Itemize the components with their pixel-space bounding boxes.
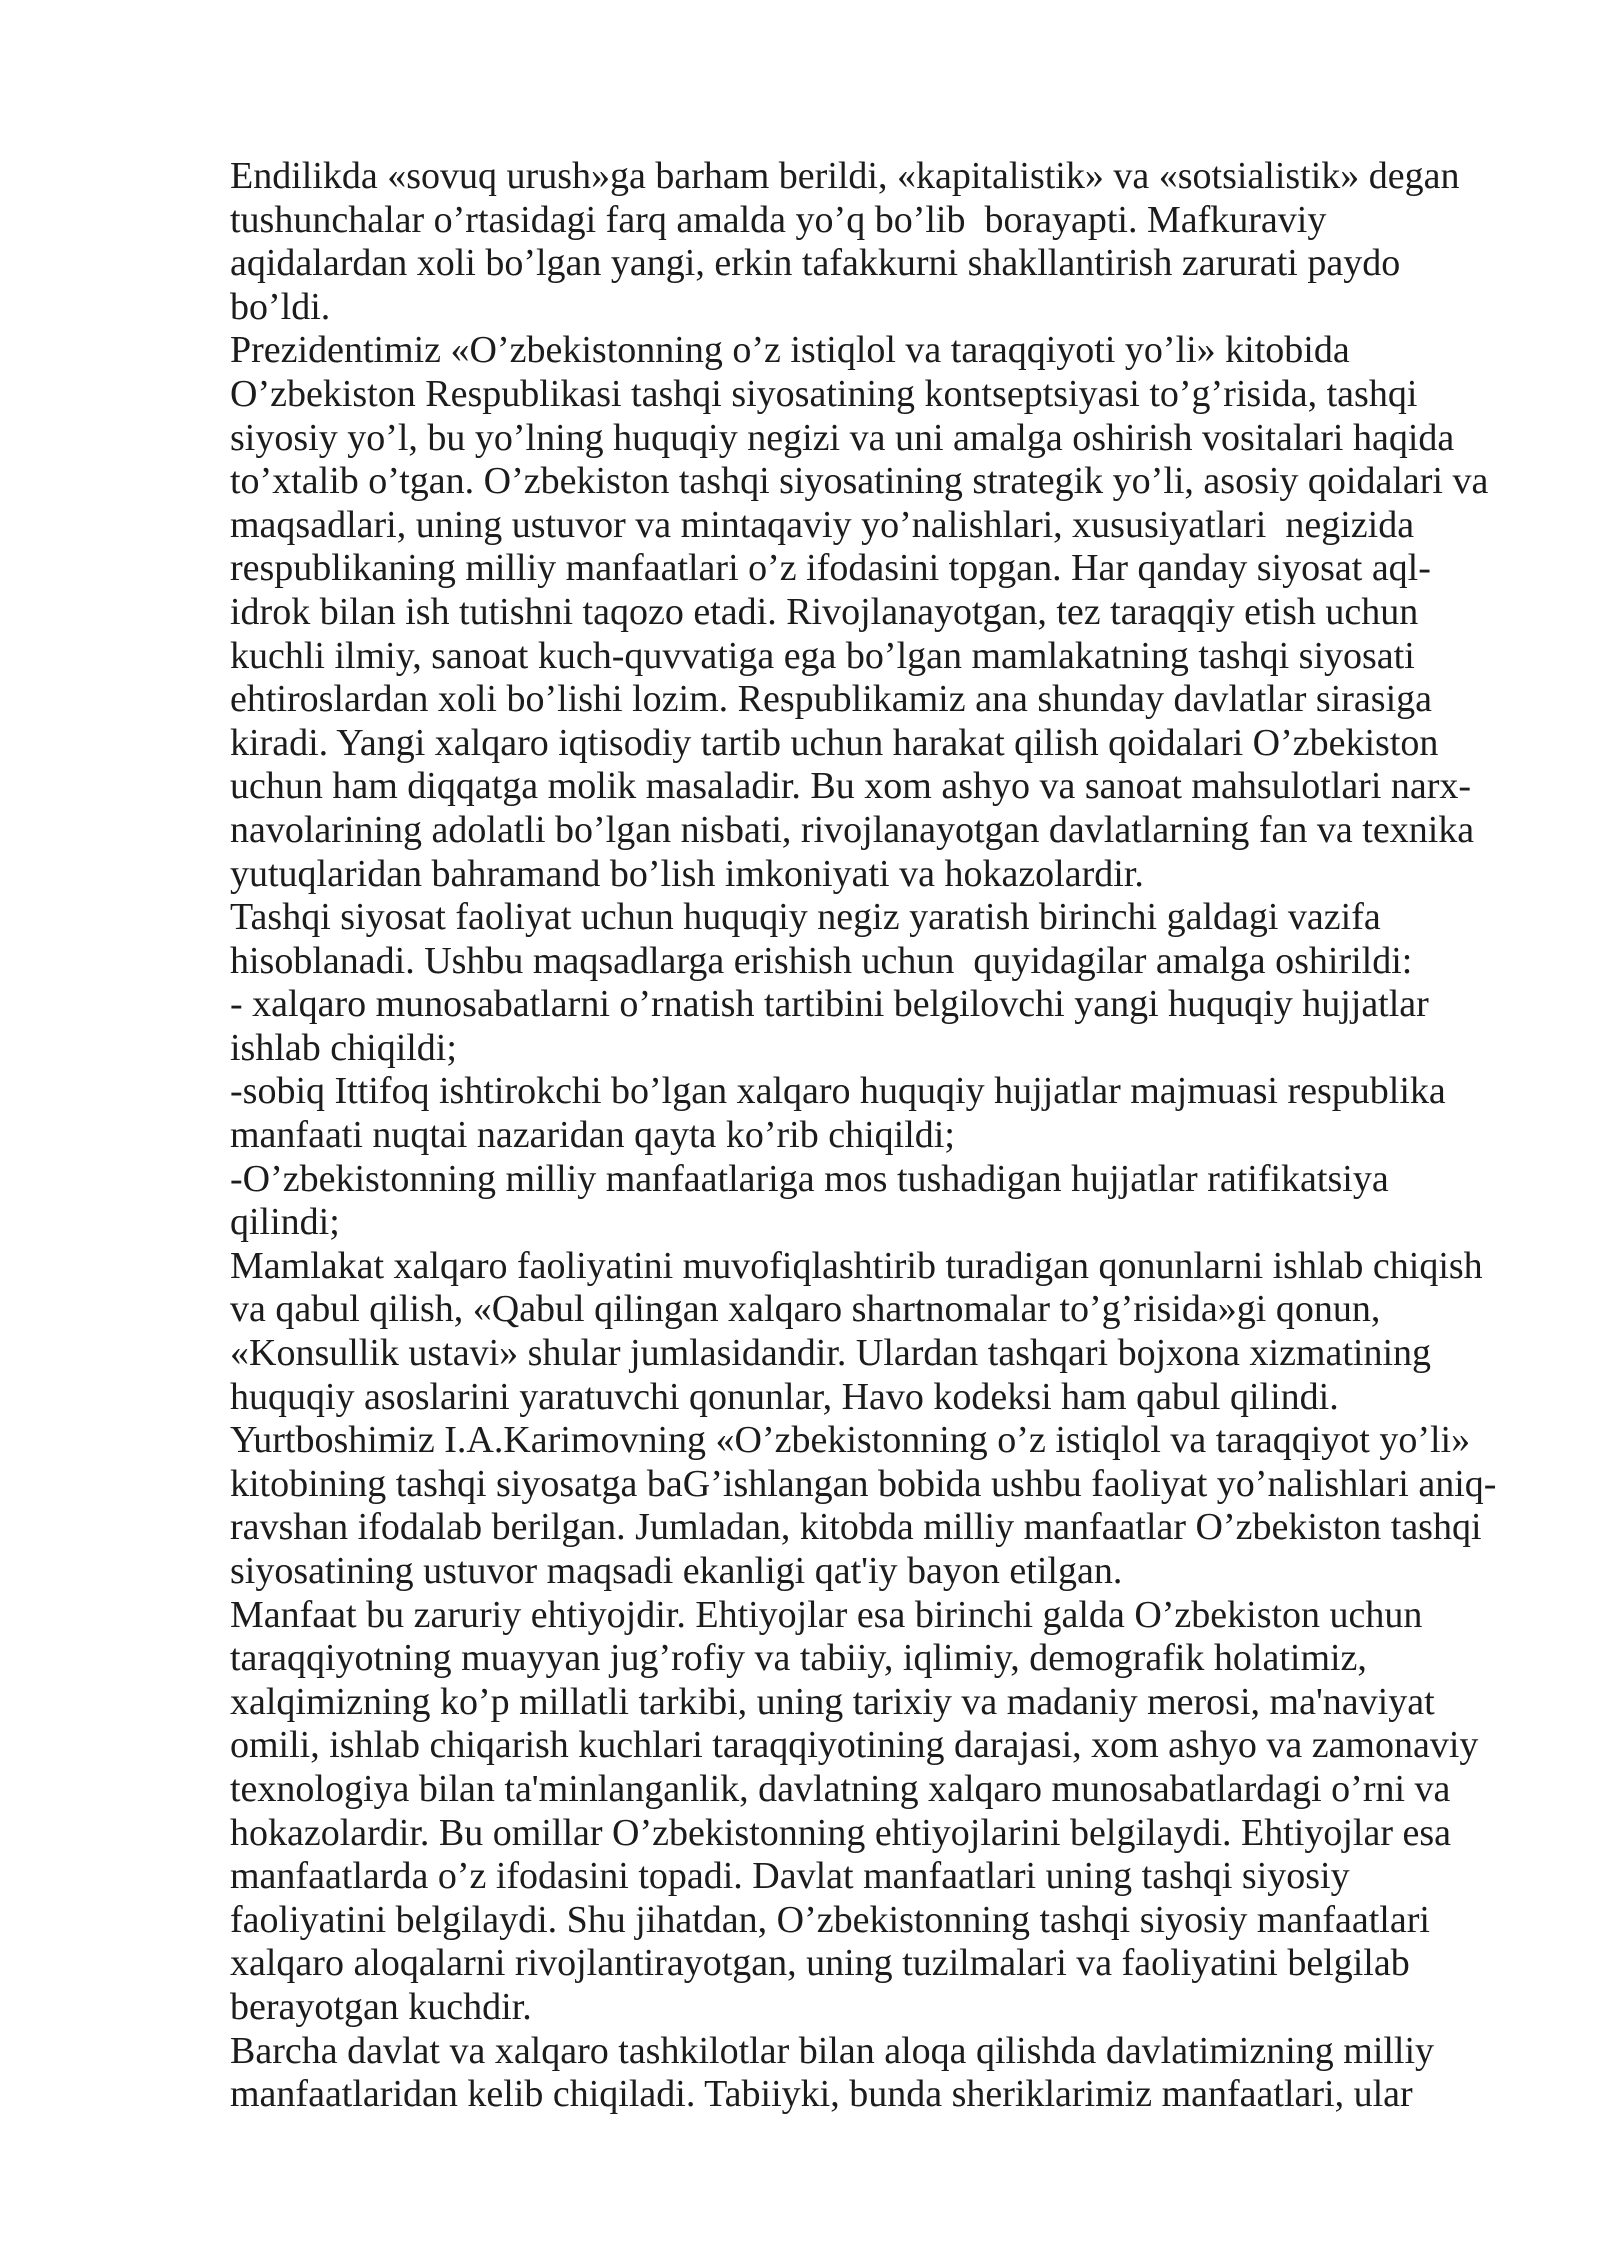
- text-line: Tashqi siyosat faoliyat uchun huquqiy negiz yaratish birinchi galdagi vazifa: [230, 896, 1381, 939]
- text-line: idrok bilan ish tutishni taqozo etadi. Rivojlanayotgan, tez taraqqiy etish uchun: [230, 590, 1419, 633]
- text-line: Mamlakat xalqaro faoliyatini muvofiqlashtirib turadigan qonunlarni ishlab chiqish: [230, 1244, 1483, 1287]
- text-line: aqidalardan xoli bo’lgan yangi, erkin tafakkurni shakllantirish zarurati paydo: [230, 242, 1401, 285]
- text-line: to’xtalib o’tgan. O’zbekiston tashqi siyosatining strategik yo’li, asosiy qoidalari va: [230, 460, 1489, 503]
- text-line: huquqiy asoslarini yaratuvchi qonunlar, Havo kodeksi ham qabul qilindi.: [230, 1375, 1339, 1418]
- text-line: ravshan ifodalab berilgan. Jumladan, kitobda milliy manfaatlar O’zbekiston tashqi: [230, 1506, 1482, 1549]
- text-line: hokazolardir. Bu omillar O’zbekistonning ehtiyojlarini belgilaydi. Ehtiyojlar esa: [230, 1811, 1451, 1854]
- text-line: omili, ishlab chiqarish kuchlari taraqqiyotining darajasi, xom ashyo va zamonaviy: [230, 1724, 1479, 1767]
- body-paragraph: [230, 1419, 1560, 1593]
- text-line: Endilikda «sovuq urush»ga barham berildi, «kapitalistik» va «sotsialistik» degan: [230, 155, 1460, 197]
- text-line: hisoblanadi. Ushbu maqsadlarga erishish uchun quyidagilar amalga oshirildi:: [230, 939, 1413, 982]
- text-line: texnologiya bilan ta'minlanganlik, davlatning xalqaro munosabatlardagi o’rni va: [230, 1767, 1451, 1810]
- text-line: -O’zbekistonning milliy manfaatlariga mos tushadigan hujjatlar ratifikatsiya: [230, 1157, 1389, 1200]
- text-line: taraqqiyotning muayyan jug’rofiy va tabiiy, iqlimiy, demografik holatimiz,: [230, 1637, 1367, 1680]
- text-line: qilindi;: [230, 1201, 340, 1244]
- list-item: [230, 983, 1560, 1070]
- text-line: siyosiy yo’l, bu yo’lning huquqiy negizi va uni amalga oshirish vositalari haqida: [230, 416, 1455, 459]
- text-line: O’zbekiston Respublikasi tashqi siyosatining kontseptsiyasi to’g’risida, tashqi: [230, 372, 1418, 415]
- text-line: yutuqlaridan bahramand bo’lish imkoniyati va hokazolardir.: [230, 852, 1144, 895]
- text-line: -sobiq Ittifoq ishtirokchi bo’lgan xalqaro huquqiy hujjatlar majmuasi respublika: [230, 1070, 1446, 1113]
- body-paragraph: [230, 329, 1560, 896]
- text-line: respublikaning milliy manfaatlari o’z ifodasini topgan. Har qanday siyosat aql-: [230, 547, 1431, 590]
- text-line: uchun ham diqqatga molik masaladir. Bu xom ashyo va sanoat mahsulotlari narx-: [230, 765, 1472, 808]
- text-line: kiradi. Yangi xalqaro iqtisodiy tartib uchun harakat qilish qoidalari O’zbekiston: [230, 721, 1439, 764]
- text-line: Prezidentimiz «O’zbekistonning o’z istiqlol va taraqqiyoti yo’li» kitobida: [230, 329, 1350, 372]
- body-paragraph: [230, 1245, 1560, 1419]
- text-line: - xalqaro munosabatlarni o’rnatish tartibini belgilovchi yangi huquqiy hujjatlar: [230, 983, 1429, 1026]
- body-paragraph: [230, 155, 1560, 329]
- body-paragraph: [230, 896, 1560, 983]
- document-body: [230, 155, 1560, 2117]
- text-line: Yurtboshimiz I.A.Karimovning «O’zbekistonning o’z istiqlol va taraqqiyot yo’li»: [230, 1419, 1471, 1462]
- text-line: manfaatlaridan kelib chiqiladi. Tabiiyki, bunda sheriklarimiz manfaatlari, ular: [230, 2073, 1413, 2116]
- text-line: ishlab chiqildi;: [230, 1026, 457, 1069]
- text-line: Manfaat bu zaruriy ehtiyojdir. Ehtiyojlar esa birinchi galda O’zbekiston uchun: [230, 1593, 1423, 1636]
- text-line: navolarining adolatli bo’lgan nisbati, rivojlanayotgan davlatlarning fan va texnika: [230, 808, 1475, 851]
- list-item: [230, 1070, 1560, 1157]
- text-line: xalqimizning ko’p millatli tarkibi, uning tarixiy va madaniy merosi, ma'naviyat: [230, 1680, 1435, 1723]
- text-line: xalqaro aloqalarni rivojlantirayotgan, uning tuzilmalari va faoliyatini belgilab: [230, 1942, 1410, 1985]
- text-line: tushunchalar o’rtasidagi farq amalda yo’q bo’lib borayapti. Mafkuraviy: [230, 198, 1327, 241]
- text-line: Barcha davlat va xalqaro tashkilotlar bilan aloqa qilishda davlatimizning milliy: [230, 2029, 1435, 2072]
- text-line: bo’ldi.: [230, 285, 331, 328]
- text-line: «Konsullik ustavi» shular jumlasidandir. Ulardan tashqari bojxona xizmatining: [230, 1332, 1432, 1375]
- list-item: [230, 1158, 1560, 1245]
- text-line: manfaatlarda o’z ifodasini topadi. Davlat manfaatlari uning tashqi siyosiy: [230, 1855, 1350, 1898]
- text-line: manfaati nuqtai nazaridan qayta ko’rib chiqildi;: [230, 1114, 955, 1157]
- text-line: maqsadlari, uning ustuvor va mintaqaviy yo’nalishlari, xususiyatlari negizida: [230, 503, 1415, 546]
- text-line: faoliyatini belgilaydi. Shu jihatdan, O’zbekistonning tashqi siyosiy manfaatlari: [230, 1898, 1430, 1941]
- text-line: kitobining tashqi siyosatga baG’ishlangan bobida ushbu faoliyat yo’nalishlari aniq-: [230, 1462, 1497, 1505]
- text-line: berayotgan kuchdir.: [230, 1985, 532, 2028]
- text-line: va qabul qilish, «Qabul qilingan xalqaro shartnomalar to’g’risida»gi qonun,: [230, 1288, 1381, 1331]
- text-line: siyosatining ustuvor maqsadi ekanligi qat'iy bayon etilgan.: [230, 1550, 1123, 1592]
- text-line: ehtiroslardan xoli bo’lishi lozim. Respublikamiz ana shunday davlatlar sirasiga: [230, 678, 1432, 721]
- body-paragraph: [230, 2030, 1560, 2117]
- text-line: kuchli ilmiy, sanoat kuch-quvvatiga ega bo’lgan mamlakatning tashqi siyosati: [230, 634, 1415, 677]
- body-paragraph: [230, 1594, 1560, 2030]
